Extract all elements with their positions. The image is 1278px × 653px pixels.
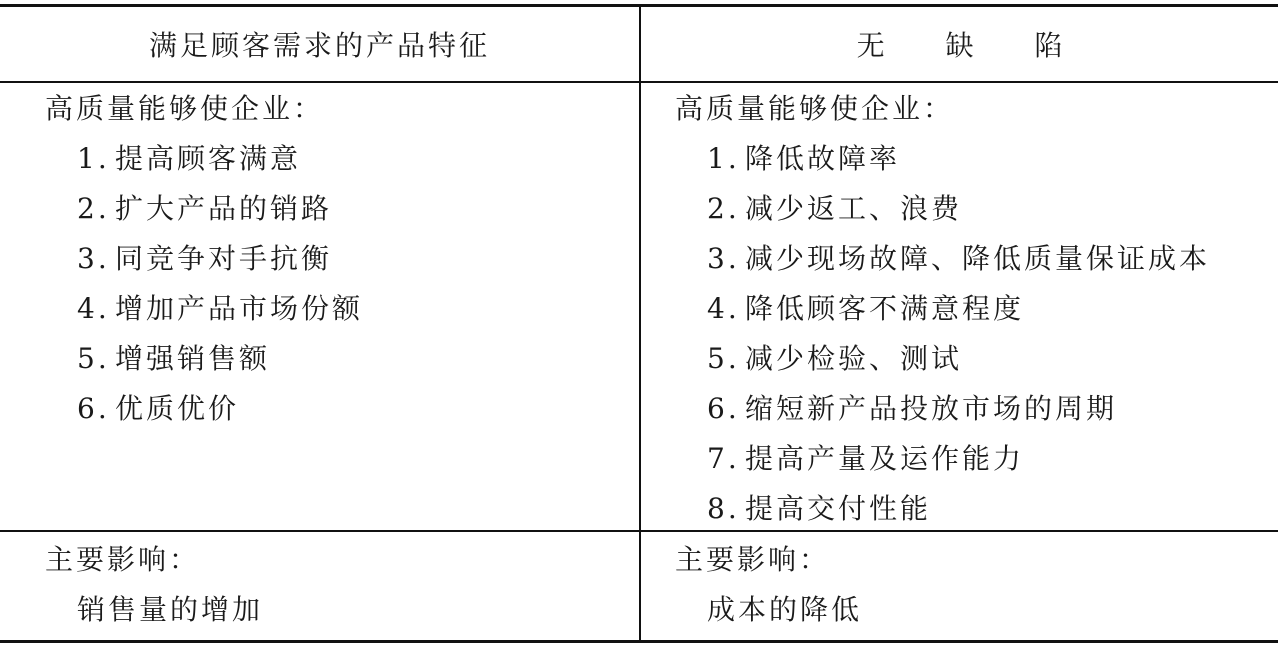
- right-intro: 高质量能够使企业：: [675, 92, 955, 125]
- item-number: 4.: [77, 292, 110, 325]
- left-footer-intro: 主要影响：: [45, 543, 201, 576]
- list-item: [675, 384, 1210, 434]
- list-item: [45, 384, 363, 434]
- list-item: [675, 284, 1210, 334]
- item-number: 2.: [77, 192, 110, 225]
- list-item: [675, 334, 1210, 384]
- left-intro: 高质量能够使企业：: [45, 92, 325, 125]
- item-number: 7.: [707, 442, 740, 475]
- item-text: 增强销售额: [115, 342, 271, 375]
- item-number: 6.: [707, 392, 740, 425]
- left-footer-text: 销售量的增加: [77, 593, 264, 626]
- item-number: 2.: [707, 192, 740, 225]
- item-number: 5.: [77, 342, 110, 375]
- right-body-cell: [675, 84, 1210, 534]
- list-item: [45, 334, 363, 384]
- item-text: 提高交付性能: [745, 492, 932, 525]
- list-item: [45, 184, 363, 234]
- item-number: 8.: [707, 492, 740, 525]
- header-left: 满足顾客需求的产品特征: [148, 28, 490, 62]
- item-number: 3.: [707, 242, 740, 275]
- list-item: [675, 134, 1210, 184]
- list-item: [45, 284, 363, 334]
- item-text: 增加产品市场份额: [115, 292, 364, 325]
- list-item: [675, 184, 1210, 234]
- item-text: 扩大产品的销路: [115, 192, 333, 225]
- item-number: 1.: [707, 142, 740, 175]
- item-text: 减少检验、测试: [745, 342, 963, 375]
- list-item: [45, 234, 363, 284]
- column-divider: [639, 6, 641, 642]
- item-text: 减少返工、浪费: [745, 192, 963, 225]
- item-text: 优质优价: [115, 392, 240, 425]
- left-footer-cell: [45, 535, 263, 635]
- right-footer-cell: [675, 535, 862, 635]
- item-text: 提高产量及运作能力: [745, 442, 1025, 475]
- right-footer-text: 成本的降低: [707, 593, 863, 626]
- list-item: [45, 134, 363, 184]
- list-item: [675, 484, 1210, 534]
- item-text: 降低故障率: [745, 142, 901, 175]
- item-text: 提高顾客满意: [115, 142, 302, 175]
- left-body-cell: [45, 84, 363, 434]
- item-number: 3.: [77, 242, 110, 275]
- item-number: 4.: [707, 292, 740, 325]
- item-number: 1.: [77, 142, 110, 175]
- item-text: 降低顾客不满意程度: [745, 292, 1025, 325]
- item-text: 同竞争对手抗衡: [115, 242, 333, 275]
- right-footer-intro: 主要影响：: [675, 543, 831, 576]
- item-number: 6.: [77, 392, 110, 425]
- item-number: 5.: [707, 342, 740, 375]
- list-item: [675, 234, 1210, 284]
- header-right: 无 缺 陷: [856, 28, 1089, 62]
- item-text: 减少现场故障、降低质量保证成本: [745, 242, 1211, 275]
- item-text: 缩短新产品投放市场的周期: [745, 392, 1118, 425]
- list-item: [675, 434, 1210, 484]
